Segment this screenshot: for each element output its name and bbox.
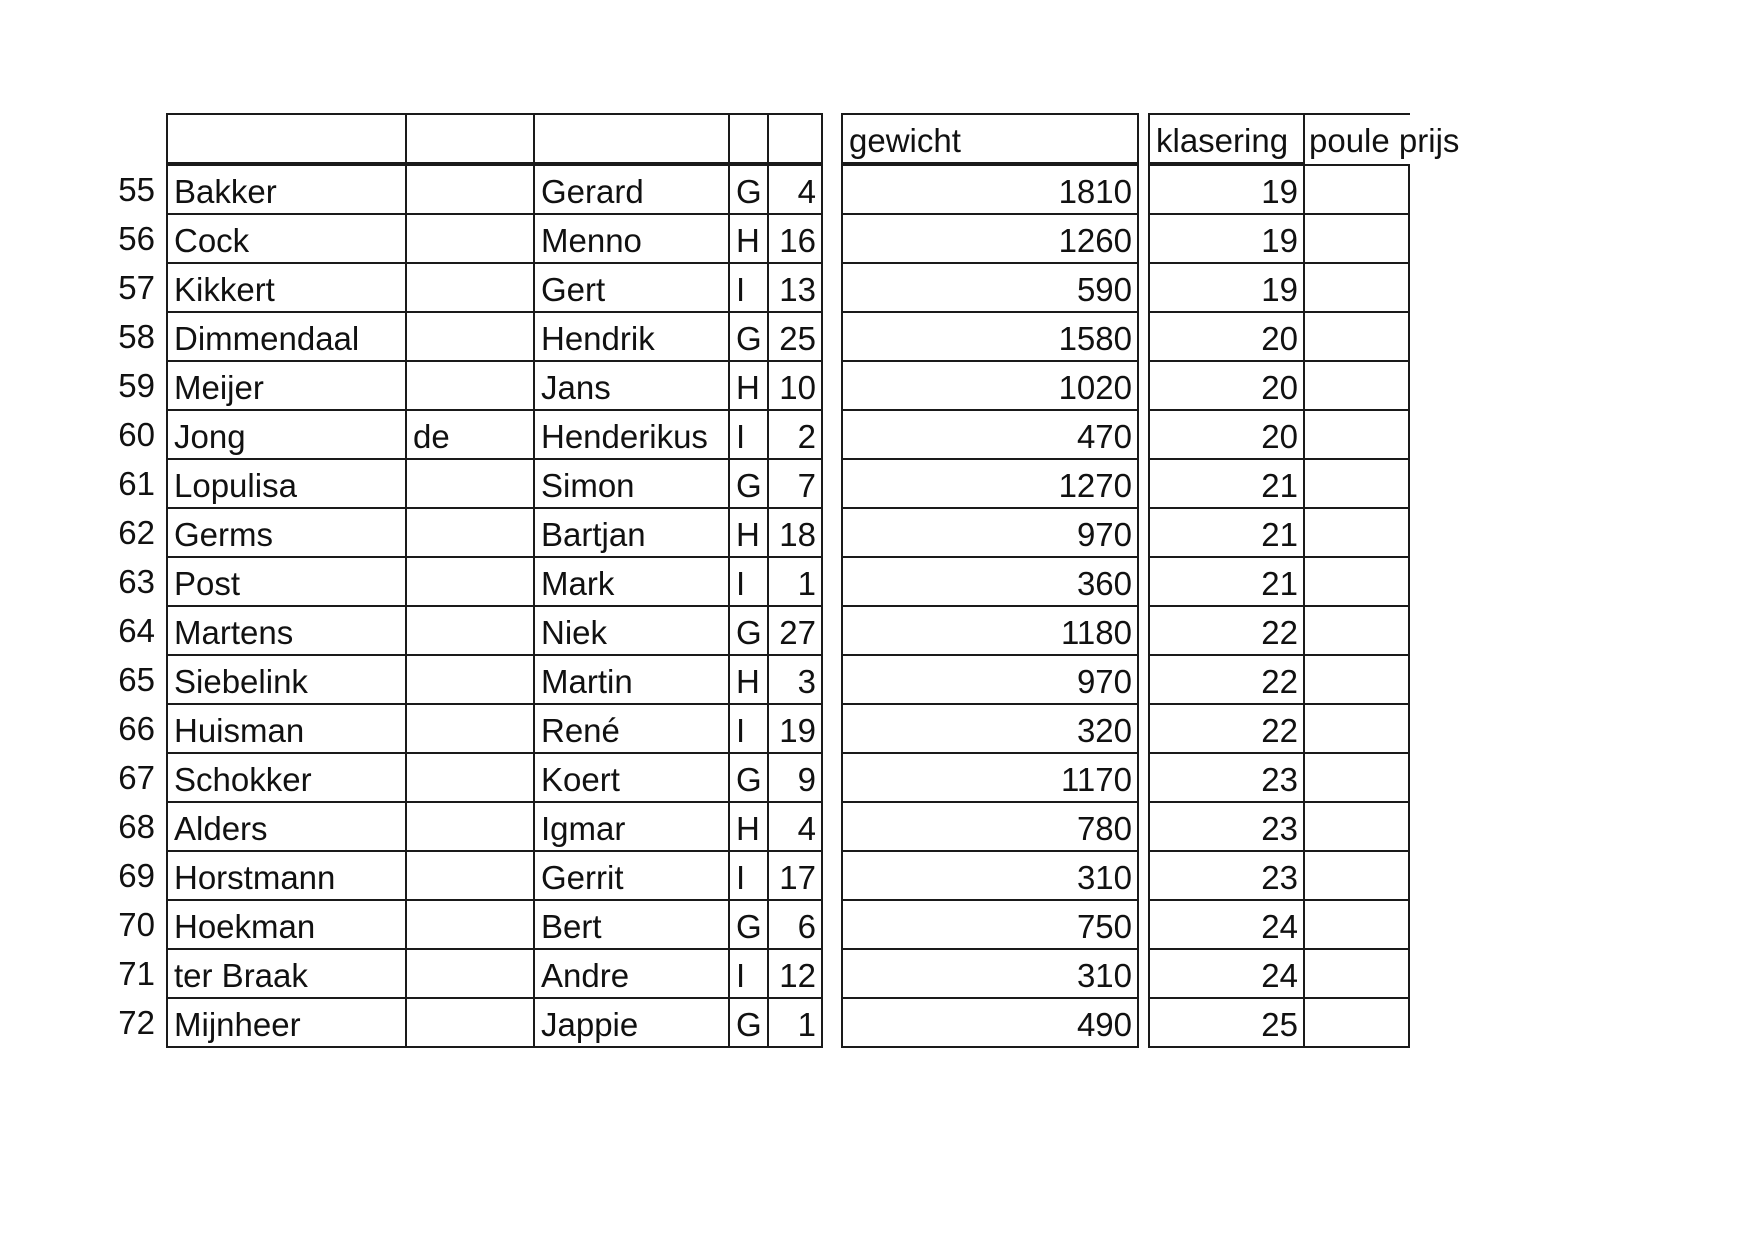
poule-prijs-cell [1303,556,1410,607]
klasering-cell: 19 [1148,164,1305,215]
plaats-cell: 16 [767,213,823,264]
groep-cell: H [728,360,769,411]
poule-prijs-cell [1303,507,1410,558]
groep-cell: H [728,801,769,852]
voornaam-cell: Jappie [533,997,730,1048]
groep-cell: I [728,850,769,901]
groep-cell: G [728,164,769,215]
voornaam-cell: Simon [533,458,730,509]
header-plaats-cell [767,113,823,164]
voornaam-cell: Mark [533,556,730,607]
voornaam-cell: Koert [533,752,730,803]
groep-cell: G [728,997,769,1048]
header-gewicht: gewicht [841,113,1139,164]
achternaam-cell: Meijer [166,360,407,411]
poule-prijs-cell [1303,801,1410,852]
tussenvoegsel-cell [405,801,535,852]
voornaam-cell: Niek [533,605,730,656]
gewicht-cell: 310 [841,850,1139,901]
gewicht-cell: 320 [841,703,1139,754]
achternaam-cell: Lopulisa [166,458,407,509]
poule-prijs-cell [1303,948,1410,999]
klasering-cell: 21 [1148,458,1305,509]
row-number: 59 [118,367,155,404]
voornaam-cell: Menno [533,213,730,264]
row-number: 56 [118,220,155,257]
poule-prijs-cell [1303,409,1410,460]
voornaam-cell: René [533,703,730,754]
achternaam-cell: Schokker [166,752,407,803]
klasering-cell: 20 [1148,409,1305,460]
row-number: 64 [118,612,155,649]
poule-prijs-cell [1303,997,1410,1048]
poule-prijs-cell [1303,654,1410,705]
tussenvoegsel-cell [405,605,535,656]
row-number: 63 [118,563,155,600]
tussenvoegsel-cell [405,164,535,215]
achternaam-cell: Post [166,556,407,607]
tussenvoegsel-cell [405,262,535,313]
tussenvoegsel-cell [405,850,535,901]
plaats-cell: 2 [767,409,823,460]
voornaam-cell: Hendrik [533,311,730,362]
gewicht-cell: 1170 [841,752,1139,803]
achternaam-cell: Germs [166,507,407,558]
plaats-cell: 1 [767,556,823,607]
tussenvoegsel-cell [405,997,535,1048]
tussenvoegsel-cell [405,507,535,558]
achternaam-cell: Kikkert [166,262,407,313]
plaats-cell: 27 [767,605,823,656]
achternaam-cell: Horstmann [166,850,407,901]
achternaam-cell: Siebelink [166,654,407,705]
tussenvoegsel-cell [405,752,535,803]
klasering-cell: 22 [1148,654,1305,705]
gewicht-cell: 970 [841,654,1139,705]
voornaam-cell: Bert [533,899,730,950]
plaats-cell: 10 [767,360,823,411]
achternaam-cell: Martens [166,605,407,656]
gewicht-cell: 1810 [841,164,1139,215]
groep-cell: H [728,213,769,264]
klasering-cell: 23 [1148,850,1305,901]
achternaam-cell: ter Braak [166,948,407,999]
plaats-cell: 13 [767,262,823,313]
poule-prijs-cell [1303,164,1410,215]
tussenvoegsel-cell [405,458,535,509]
gewicht-cell: 1020 [841,360,1139,411]
poule-prijs-cell [1303,311,1410,362]
tussenvoegsel-cell [405,899,535,950]
groep-cell: G [728,899,769,950]
gewicht-cell: 470 [841,409,1139,460]
gewicht-cell: 490 [841,997,1139,1048]
klasering-cell: 19 [1148,213,1305,264]
groep-cell: H [728,507,769,558]
header-klasering: klasering [1148,113,1305,164]
gewicht-cell: 780 [841,801,1139,852]
klasering-cell: 23 [1148,752,1305,803]
plaats-cell: 4 [767,801,823,852]
groep-cell: G [728,752,769,803]
plaats-cell: 3 [767,654,823,705]
row-number: 72 [118,1004,155,1041]
header-voornaam-cell [533,113,730,164]
voornaam-cell: Gerrit [533,850,730,901]
poule-prijs-cell [1303,605,1410,656]
klasering-cell: 19 [1148,262,1305,313]
klasering-cell: 21 [1148,556,1305,607]
header-groep-cell [728,113,769,164]
tussenvoegsel-cell [405,360,535,411]
row-number: 65 [118,661,155,698]
groep-cell: I [728,703,769,754]
plaats-cell: 1 [767,997,823,1048]
header-achternaam-cell [166,113,407,164]
achternaam-cell: Cock [166,213,407,264]
klasering-cell: 20 [1148,360,1305,411]
klasering-cell: 23 [1148,801,1305,852]
gewicht-cell: 310 [841,948,1139,999]
groep-cell: G [728,605,769,656]
achternaam-cell: Alders [166,801,407,852]
poule-prijs-cell [1303,703,1410,754]
groep-cell: G [728,311,769,362]
gewicht-cell: 590 [841,262,1139,313]
groep-cell: H [728,654,769,705]
groep-cell: I [728,409,769,460]
row-number: 71 [118,955,155,992]
achternaam-cell: Bakker [166,164,407,215]
header-tussenvoegsel-cell [405,113,535,164]
voornaam-cell: Bartjan [533,507,730,558]
gewicht-cell: 1180 [841,605,1139,656]
gewicht-cell: 1580 [841,311,1139,362]
achternaam-cell: Huisman [166,703,407,754]
poule-prijs-cell [1303,899,1410,950]
plaats-cell: 19 [767,703,823,754]
row-number: 61 [118,465,155,502]
gewicht-cell: 970 [841,507,1139,558]
plaats-cell: 7 [767,458,823,509]
poule-prijs-cell [1303,213,1410,264]
groep-cell: I [728,556,769,607]
plaats-cell: 17 [767,850,823,901]
row-number: 69 [118,857,155,894]
header-poule-prijs: poule prijs [1303,113,1410,164]
row-number: 68 [118,808,155,845]
groep-cell: G [728,458,769,509]
achternaam-cell: Hoekman [166,899,407,950]
row-number: 67 [118,759,155,796]
voornaam-cell: Henderikus [533,409,730,460]
klasering-cell: 22 [1148,703,1305,754]
voornaam-cell: Jans [533,360,730,411]
gewicht-cell: 1260 [841,213,1139,264]
tussenvoegsel-cell [405,948,535,999]
plaats-cell: 9 [767,752,823,803]
klasering-cell: 24 [1148,948,1305,999]
plaats-cell: 12 [767,948,823,999]
row-number: 70 [118,906,155,943]
klasering-cell: 20 [1148,311,1305,362]
row-number: 60 [118,416,155,453]
voornaam-cell: Andre [533,948,730,999]
row-number: 62 [118,514,155,551]
achternaam-cell: Dimmendaal [166,311,407,362]
groep-cell: I [728,262,769,313]
tussenvoegsel-cell [405,556,535,607]
voornaam-cell: Gerard [533,164,730,215]
tussenvoegsel-cell [405,213,535,264]
plaats-cell: 25 [767,311,823,362]
tussenvoegsel-cell [405,703,535,754]
plaats-cell: 18 [767,507,823,558]
gewicht-cell: 750 [841,899,1139,950]
tussenvoegsel-cell [405,654,535,705]
groep-cell: I [728,948,769,999]
achternaam-cell: Mijnheer [166,997,407,1048]
poule-prijs-cell [1303,262,1410,313]
poule-prijs-cell [1303,752,1410,803]
poule-prijs-cell [1303,360,1410,411]
klasering-cell: 24 [1148,899,1305,950]
gewicht-cell: 1270 [841,458,1139,509]
tussenvoegsel-cell: de [405,409,535,460]
plaats-cell: 6 [767,899,823,950]
klasering-cell: 22 [1148,605,1305,656]
row-number: 55 [118,171,155,208]
voornaam-cell: Igmar [533,801,730,852]
tussenvoegsel-cell [405,311,535,362]
row-number: 57 [118,269,155,306]
row-number: 66 [118,710,155,747]
poule-prijs-cell [1303,850,1410,901]
plaats-cell: 4 [767,164,823,215]
klasering-cell: 25 [1148,997,1305,1048]
voornaam-cell: Gert [533,262,730,313]
poule-prijs-cell [1303,458,1410,509]
voornaam-cell: Martin [533,654,730,705]
achternaam-cell: Jong [166,409,407,460]
klasering-cell: 21 [1148,507,1305,558]
gewicht-cell: 360 [841,556,1139,607]
row-number: 58 [118,318,155,355]
